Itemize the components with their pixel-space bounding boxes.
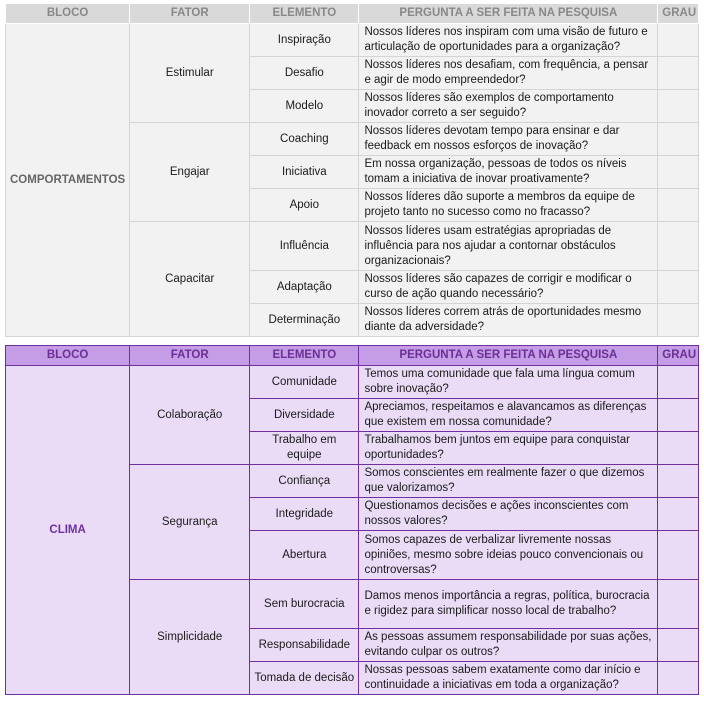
element-cell: Iniciativa [250, 156, 359, 189]
element-cell: Integridade [250, 498, 359, 531]
grade-cell[interactable] [658, 432, 699, 465]
factor-cell: Capacitar [130, 222, 250, 337]
element-cell: Adaptação [250, 271, 359, 304]
question-cell: Nossos líderes nos inspiram com uma visão de futuro e articulação de oportunidades para a organização? [359, 24, 658, 57]
grade-cell[interactable] [658, 399, 699, 432]
block-cell: COMPORTAMENTOS [6, 24, 130, 337]
header-pergunta: PERGUNTA A SER FEITA NA PESQUISA [359, 4, 658, 24]
question-cell: Nossos líderes usam estratégias apropriadas de influência para nos ajudar a contornar obstáculos organizacionais? [359, 222, 658, 271]
grade-cell[interactable] [658, 222, 699, 271]
factor-cell: Engajar [130, 123, 250, 222]
header-fator: FATOR [130, 346, 250, 366]
grade-cell[interactable] [658, 24, 699, 57]
header-bloco: BLOCO [6, 346, 130, 366]
question-cell: Nossos líderes são exemplos de comportamento inovador correto a ser seguido? [359, 90, 658, 123]
factor-cell: Estimular [130, 24, 250, 123]
question-cell: Somos conscientes em realmente fazer o que dizemos que valorizamos? [359, 465, 658, 498]
element-cell: Influência [250, 222, 359, 271]
comportamentos-table [5, 3, 699, 337]
question-cell: Em nossa organização, pessoas de todos os níveis tomam a iniciativa de inovar proativamente? [359, 156, 658, 189]
header-row [6, 4, 699, 24]
header-elemento: ELEMENTO [250, 346, 359, 366]
table-row [6, 24, 699, 57]
element-cell: Desafio [250, 57, 359, 90]
header-bloco: BLOCO [6, 4, 130, 24]
element-cell: Trabalho em equipe [250, 432, 359, 465]
question-cell: Nossos líderes nos desafiam, com frequência, a pensar e agir de modo empreendedor? [359, 57, 658, 90]
factor-cell: Simplicidade [130, 580, 250, 695]
question-cell: Temos uma comunidade que fala uma língua comum sobre inovação? [359, 366, 658, 399]
element-cell: Apoio [250, 189, 359, 222]
question-cell: Nossos líderes são capazes de corrigir e modificar o curso de ação quando necessário? [359, 271, 658, 304]
grade-cell[interactable] [658, 629, 699, 662]
question-cell: Nossos líderes dão suporte a membros da equipe de projeto tanto no sucesso como no fracasso? [359, 189, 658, 222]
element-cell: Determinação [250, 304, 359, 337]
grade-cell[interactable] [658, 366, 699, 399]
grade-cell[interactable] [658, 531, 699, 580]
grade-cell[interactable] [658, 271, 699, 304]
element-cell: Diversidade [250, 399, 359, 432]
question-cell: Nossos líderes correm atrás de oportunidades mesmo diante da adversidade? [359, 304, 658, 337]
header-grau: GRAU [658, 4, 699, 24]
element-cell: Responsabilidade [250, 629, 359, 662]
clima-table [5, 345, 699, 695]
element-cell: Sem burocracia [250, 580, 359, 629]
element-cell: Confiança [250, 465, 359, 498]
question-cell: Apreciamos, respeitamos e alavancamos as diferenças que existem em nossa comunidade? [359, 399, 658, 432]
question-cell: Somos capazes de verbalizar livremente nossas opiniões, mesmo sobre ideias pouco convencionais ou controversas? [359, 531, 658, 580]
element-cell: Modelo [250, 90, 359, 123]
grade-cell[interactable] [658, 662, 699, 695]
element-cell: Coaching [250, 123, 359, 156]
grade-cell[interactable] [658, 156, 699, 189]
factor-cell: Segurança [130, 465, 250, 580]
question-cell: Questionamos decisões e ações inconscientes com nossos valores? [359, 498, 658, 531]
question-cell: Nossos líderes devotam tempo para ensinar e dar feedback em nossos esforços de inovação? [359, 123, 658, 156]
header-grau: GRAU [658, 346, 699, 366]
element-cell: Inspiração [250, 24, 359, 57]
block-cell: CLIMA [6, 366, 130, 695]
element-cell: Tomada de decisão [250, 662, 359, 695]
grade-cell[interactable] [658, 57, 699, 90]
header-pergunta: PERGUNTA A SER FEITA NA PESQUISA [359, 346, 658, 366]
header-row [6, 346, 699, 366]
table-row [6, 366, 699, 399]
header-elemento: ELEMENTO [250, 4, 359, 24]
grade-cell[interactable] [658, 123, 699, 156]
grade-cell[interactable] [658, 498, 699, 531]
grade-cell[interactable] [658, 304, 699, 337]
grade-cell[interactable] [658, 580, 699, 629]
question-cell: As pessoas assumem responsabilidade por suas ações, evitando culpar os outros? [359, 629, 658, 662]
question-cell: Trabalhamos bem juntos em equipe para conquistar oportunidades? [359, 432, 658, 465]
element-cell: Abertura [250, 531, 359, 580]
grade-cell[interactable] [658, 465, 699, 498]
factor-cell: Colaboração [130, 366, 250, 465]
grade-cell[interactable] [658, 90, 699, 123]
header-fator: FATOR [130, 4, 250, 24]
question-cell: Nossas pessoas sabem exatamente como dar início e continuidade a iniciativas em toda a organização? [359, 662, 658, 695]
question-cell: Damos menos importância a regras, política, burocracia e rigidez para simplificar nosso local de trabalho? [359, 580, 658, 629]
element-cell: Comunidade [250, 366, 359, 399]
grade-cell[interactable] [658, 189, 699, 222]
